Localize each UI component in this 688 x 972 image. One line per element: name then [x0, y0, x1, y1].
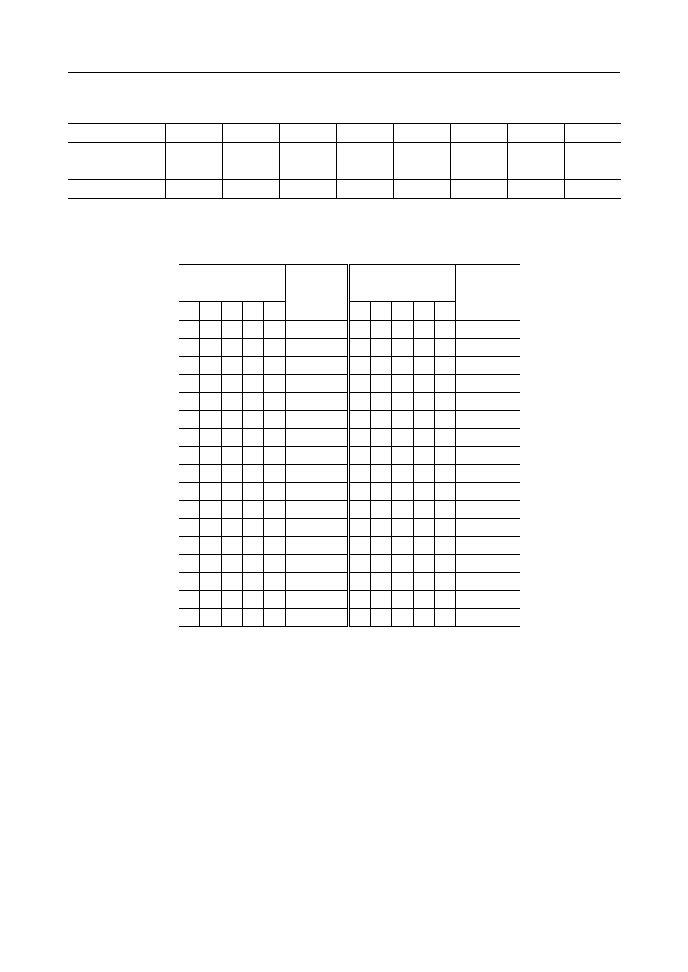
grid-cell: [199, 573, 221, 591]
grid-cell: [179, 321, 199, 339]
grid-cell: [242, 501, 263, 519]
grid-cell: [413, 483, 434, 501]
grid-cell: [199, 393, 221, 411]
grid-cell: [263, 483, 285, 501]
grid-cell: [348, 465, 370, 483]
grid-cell: [434, 375, 455, 393]
grid-cell: [455, 555, 520, 573]
summary-table-cell: [393, 124, 450, 143]
grid-cell: [370, 375, 391, 393]
grid-cell: [434, 321, 455, 339]
grid-cell: [370, 609, 391, 627]
grid-cell: [370, 357, 391, 375]
grid-row: [179, 375, 520, 393]
grid-cell: [348, 429, 370, 447]
grid-cell: [242, 573, 263, 591]
grid-cell: [199, 555, 221, 573]
grid-cell: [434, 339, 455, 357]
grid-cell: [263, 501, 285, 519]
grid-cell: [242, 321, 263, 339]
summary-table-cell: [564, 143, 621, 180]
grid-cell: [434, 393, 455, 411]
grid-cell: [455, 537, 520, 555]
grid-cell: [370, 339, 391, 357]
grid-cell: [285, 609, 348, 627]
grid-cell: [242, 429, 263, 447]
grid-cell: [285, 501, 348, 519]
grid-cell: [391, 411, 413, 429]
grid-cell: [348, 357, 370, 375]
grid-cell: [455, 573, 520, 591]
grid-cell: [263, 393, 285, 411]
grid-cell: [263, 573, 285, 591]
grid-row: [179, 609, 520, 627]
grid-cell: [455, 609, 520, 627]
grid-cell: [455, 591, 520, 609]
grid-cell: [348, 375, 370, 393]
grid-cell: [413, 501, 434, 519]
grid-cell: [179, 411, 199, 429]
grid-row: [179, 447, 520, 465]
grid-cell: [179, 357, 199, 375]
grid-cell: [370, 555, 391, 573]
grid-cell: [348, 321, 370, 339]
summary-table-cell: [68, 124, 165, 143]
summary-table-cell: [450, 124, 507, 143]
grid-cell: [434, 537, 455, 555]
grid-cell: [199, 375, 221, 393]
grid-cell: [455, 465, 520, 483]
summary-table-cell: [393, 143, 450, 180]
grid-cell: [199, 339, 221, 357]
summary-table-cell: [450, 143, 507, 180]
summary-table-cell: [507, 180, 564, 199]
grid-cell: [391, 393, 413, 411]
grid-cell: [455, 429, 520, 447]
grid-cell: [221, 501, 242, 519]
grid-cell: [285, 393, 348, 411]
grid-cell: [285, 555, 348, 573]
grid-cell: [391, 357, 413, 375]
summary-table-cell: [165, 124, 222, 143]
summary-table-cell: [450, 180, 507, 199]
grid-cell: [285, 447, 348, 465]
summary-table-cell: [507, 143, 564, 180]
grid-cell: [199, 357, 221, 375]
grid-cell: [455, 483, 520, 501]
summary-table-row: [68, 180, 621, 199]
summary-table-body: [68, 124, 621, 199]
grid-row: [179, 519, 520, 537]
grid-cell: [199, 501, 221, 519]
grid-cell: [391, 555, 413, 573]
grid-cell: [434, 411, 455, 429]
grid-cell: [413, 591, 434, 609]
grid-cell: [413, 411, 434, 429]
summary-table-cell: [68, 143, 165, 180]
grid-cell: [242, 447, 263, 465]
grid-row: [179, 591, 520, 609]
grid-subheader: [263, 302, 285, 321]
grid-cell: [179, 393, 199, 411]
grid-cell: [242, 483, 263, 501]
data-grid: [179, 264, 520, 627]
header-rule: [68, 72, 620, 73]
grid-cell: [221, 591, 242, 609]
grid-cell: [370, 321, 391, 339]
grid-cell: [199, 447, 221, 465]
summary-table-cell: [279, 180, 336, 199]
grid-cell: [221, 357, 242, 375]
grid-cell: [434, 555, 455, 573]
grid-cell: [263, 375, 285, 393]
grid-cell: [391, 375, 413, 393]
grid-subheader: [199, 302, 221, 321]
grid-subheader: [391, 302, 413, 321]
grid-cell: [413, 519, 434, 537]
grid-cell: [263, 357, 285, 375]
grid-cell: [434, 501, 455, 519]
grid-cell: [199, 591, 221, 609]
grid-cell: [413, 375, 434, 393]
grid-cell: [221, 447, 242, 465]
grid-row: [179, 339, 520, 357]
grid-row: [179, 483, 520, 501]
summary-table: [68, 123, 621, 199]
grid-cell: [348, 555, 370, 573]
grid-cell: [199, 411, 221, 429]
grid-cell: [348, 609, 370, 627]
grid-cell: [221, 555, 242, 573]
grid-cell: [242, 393, 263, 411]
grid-cell: [370, 591, 391, 609]
grid-cell: [263, 555, 285, 573]
grid-cell: [179, 339, 199, 357]
grid-cell: [391, 339, 413, 357]
grid-cell: [348, 573, 370, 591]
grid-cell: [455, 519, 520, 537]
grid-cell: [370, 537, 391, 555]
summary-table-cell: [165, 143, 222, 180]
grid-cell: [391, 465, 413, 483]
grid-cell: [391, 537, 413, 555]
summary-table-cell: [336, 180, 393, 199]
grid-cell: [221, 321, 242, 339]
grid-cell: [348, 339, 370, 357]
grid-cell: [263, 411, 285, 429]
grid-cell: [179, 591, 199, 609]
grid-subheader: [348, 302, 370, 321]
grid-cell: [199, 519, 221, 537]
grid-cell: [455, 501, 520, 519]
grid-cell: [370, 573, 391, 591]
grid-right-single-header: [455, 265, 520, 321]
grid-cell: [263, 609, 285, 627]
grid-cell: [242, 339, 263, 357]
grid-cell: [242, 609, 263, 627]
grid-cell: [221, 519, 242, 537]
grid-cell: [179, 375, 199, 393]
summary-table-cell: [222, 180, 279, 199]
grid-cell: [221, 573, 242, 591]
grid-cell: [348, 483, 370, 501]
grid-cell: [370, 429, 391, 447]
grid-cell: [391, 447, 413, 465]
grid-cell: [199, 321, 221, 339]
grid-cell: [434, 357, 455, 375]
grid-cell: [263, 447, 285, 465]
grid-cell: [413, 573, 434, 591]
grid-cell: [285, 573, 348, 591]
grid-cell: [285, 339, 348, 357]
grid-cell: [285, 357, 348, 375]
grid-cell: [391, 573, 413, 591]
grid-cell: [455, 321, 520, 339]
grid-cell: [413, 429, 434, 447]
grid-cell: [434, 429, 455, 447]
grid-cell: [434, 483, 455, 501]
grid-cell: [391, 483, 413, 501]
grid-cell: [285, 375, 348, 393]
grid-cell: [391, 501, 413, 519]
grid-cell: [221, 483, 242, 501]
grid-row: [179, 555, 520, 573]
grid-right-group-header: [348, 265, 455, 302]
grid-subheader: [413, 302, 434, 321]
summary-table-cell: [336, 143, 393, 180]
grid-subheader: [242, 302, 263, 321]
grid-cell: [179, 519, 199, 537]
summary-table-cell: [336, 124, 393, 143]
grid-cell: [285, 411, 348, 429]
grid-cell: [413, 609, 434, 627]
grid-cell: [285, 429, 348, 447]
grid-cell: [221, 609, 242, 627]
grid-cell: [413, 321, 434, 339]
grid-cell: [413, 357, 434, 375]
grid-cell: [179, 537, 199, 555]
grid-cell: [413, 555, 434, 573]
grid-subheader: [179, 302, 199, 321]
grid-cell: [263, 537, 285, 555]
grid-cell: [179, 483, 199, 501]
summary-table-cell: [68, 180, 165, 199]
grid-cell: [455, 447, 520, 465]
grid-cell: [285, 483, 348, 501]
summary-table-cell: [222, 124, 279, 143]
grid-cell: [370, 483, 391, 501]
grid-row: [179, 357, 520, 375]
grid-cell: [348, 447, 370, 465]
grid-cell: [285, 591, 348, 609]
grid-cell: [263, 519, 285, 537]
grid-cell: [285, 321, 348, 339]
grid-cell: [199, 483, 221, 501]
grid-cell: [263, 465, 285, 483]
grid-cell: [199, 609, 221, 627]
grid-cell: [391, 609, 413, 627]
grid-cell: [199, 429, 221, 447]
grid-row: [179, 429, 520, 447]
grid-cell: [179, 447, 199, 465]
grid-cell: [221, 537, 242, 555]
grid-row: [179, 501, 520, 519]
grid-cell: [348, 501, 370, 519]
grid-row: [179, 411, 520, 429]
grid-header-row: [179, 265, 520, 302]
grid-row: [179, 573, 520, 591]
grid-cell: [370, 465, 391, 483]
summary-table-row: [68, 124, 621, 143]
summary-table-cell: [165, 180, 222, 199]
grid-cell: [285, 465, 348, 483]
grid-cell: [348, 411, 370, 429]
grid-cell: [391, 519, 413, 537]
grid-cell: [391, 429, 413, 447]
grid-cell: [348, 519, 370, 537]
grid-cell: [370, 501, 391, 519]
grid-cell: [242, 591, 263, 609]
grid-cell: [434, 447, 455, 465]
grid-cell: [455, 339, 520, 357]
summary-table-cell: [222, 143, 279, 180]
grid-cell: [221, 393, 242, 411]
grid-subheader: [370, 302, 391, 321]
grid-cell: [242, 357, 263, 375]
summary-table-cell: [564, 180, 621, 199]
grid-cell: [455, 357, 520, 375]
grid-cell: [221, 411, 242, 429]
grid-cell: [370, 447, 391, 465]
grid-cell: [391, 591, 413, 609]
grid-cell: [179, 573, 199, 591]
grid-cell: [221, 465, 242, 483]
grid-cell: [348, 393, 370, 411]
summary-table-cell: [279, 143, 336, 180]
summary-table-cell: [564, 124, 621, 143]
grid-cell: [413, 537, 434, 555]
grid-cell: [434, 609, 455, 627]
grid-cell: [179, 501, 199, 519]
grid-row: [179, 465, 520, 483]
grid-left-single-header: [285, 265, 348, 321]
grid-cell: [413, 339, 434, 357]
grid-cell: [434, 591, 455, 609]
grid-cell: [413, 393, 434, 411]
grid-cell: [455, 411, 520, 429]
grid-cell: [179, 555, 199, 573]
grid-cell: [199, 465, 221, 483]
grid-cell: [242, 375, 263, 393]
grid-cell: [455, 375, 520, 393]
data-grid-body: [179, 265, 520, 627]
grid-cell: [285, 537, 348, 555]
grid-cell: [285, 519, 348, 537]
grid-cell: [221, 375, 242, 393]
grid-cell: [413, 465, 434, 483]
grid-cell: [242, 465, 263, 483]
grid-cell: [391, 321, 413, 339]
grid-cell: [242, 555, 263, 573]
grid-cell: [370, 519, 391, 537]
grid-cell: [221, 339, 242, 357]
grid-cell: [242, 411, 263, 429]
grid-cell: [370, 411, 391, 429]
grid-cell: [370, 393, 391, 411]
grid-cell: [434, 573, 455, 591]
grid-cell: [263, 321, 285, 339]
grid-cell: [455, 393, 520, 411]
grid-row: [179, 393, 520, 411]
grid-subheader: [221, 302, 242, 321]
grid-cell: [263, 339, 285, 357]
summary-table-cell: [507, 124, 564, 143]
grid-left-group-header: [179, 265, 285, 302]
grid-cell: [263, 429, 285, 447]
grid-cell: [413, 447, 434, 465]
grid-row: [179, 537, 520, 555]
grid-cell: [242, 519, 263, 537]
summary-table-cell: [279, 124, 336, 143]
grid-cell: [242, 537, 263, 555]
grid-cell: [179, 429, 199, 447]
summary-table-row: [68, 143, 621, 180]
grid-cell: [221, 429, 242, 447]
grid-cell: [263, 591, 285, 609]
grid-cell: [434, 465, 455, 483]
summary-table-cell: [393, 180, 450, 199]
grid-cell: [179, 609, 199, 627]
grid-cell: [199, 537, 221, 555]
grid-cell: [434, 519, 455, 537]
grid-cell: [179, 465, 199, 483]
grid-cell: [348, 591, 370, 609]
grid-subheader: [434, 302, 455, 321]
grid-cell: [348, 537, 370, 555]
grid-row: [179, 321, 520, 339]
